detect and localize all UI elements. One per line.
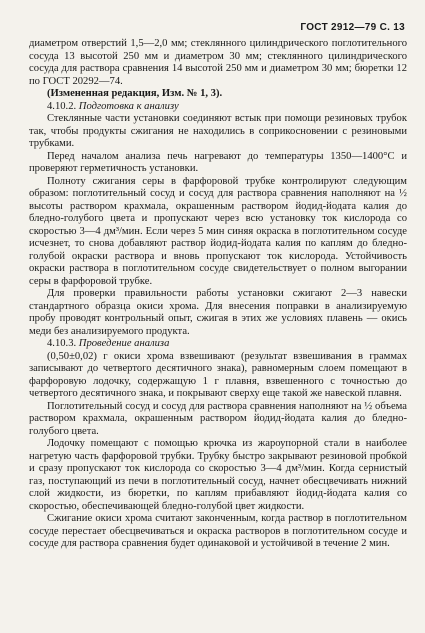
section-title: Проведение анализа: [78, 338, 170, 349]
document-body: [29, 38, 407, 551]
paragraph-weighing: (0,50±0,02) г окиси хрома взвешивают (результат взвешивания в граммах записывают до четвертого десятичного знака), равномерным слоем помещают в фарфоровую лодочку, содержащую 1 г плавня, взвешенного с точностью до четвертого десятичного знака, и покрывают сверху еще такой же навеской плавня.: [29, 350, 407, 399]
page-header: ГОСТ 2912—79 С. 13: [300, 22, 405, 33]
paragraph-accuracy-check: Для проверки правильности работы установки сжигают 2—3 навески стандартного образца окиси хрома. Для внесения поправки в анализируемую пробу проводят контрольный опыт, сжигая в этих же условиях плавень — окись меди без анализируемого продукта.: [29, 288, 407, 337]
paragraph-completion: Сжигание окиси хрома считают законченным, когда раствор в поглотительном сосуде перестает обесцвечиваться и окраска растворов в поглотительном сосуде и сосуде для раствора сравнения будет одинаковой и устойчивой в течение 2 мин.: [29, 513, 407, 549]
section-heading-preparation: [29, 101, 407, 114]
paragraph-glass-parts: Стеклянные части установки соединяют встык при помощи резиновых трубок так, чтобы продукты сжигания не находились в соприкосновении с резиновыми трубками.: [29, 113, 407, 149]
paragraph-boat-placement: Лодочку помещают с помощью крючка из жароупорной стали в наиболее нагретую часть фарфоровой трубки. Трубку быстро закрывают резиновой пробкой и сразу пропускают ток кислорода со скоростью 3—4 дм³/мин. Когда сернистый газ, поступающий из печи в поглотительный сосуд, начнет обесцвечивать нижний слой жидкости, из бюретки, по каплям прибавляют йодид-йодата калия со скоростью, обеспечивающей бледно-голубой цвет жидкости.: [29, 438, 407, 512]
amendment-note: (Измененная редакция, Изм. № 1, 3).: [47, 88, 223, 99]
section-heading-procedure: [29, 338, 407, 351]
paragraph-vessels-filling: Поглотительный сосуд и сосуд для раствора сравнения наполняют на ½ объема раствором крахмала, окрашенным раствором йодид-йодата калия до бледно-голубого цвета.: [29, 400, 407, 437]
paragraph-furnace-heating: Перед началом анализа печь нагревают до температуры 1350—1400°С и проверяют герметичность установки.: [29, 150, 407, 174]
section-number: 4.10.3.: [47, 338, 77, 349]
paragraph-apparatus-dimensions: диаметром отверстий 1,5—2,0 мм; стеклянного цилиндрического поглотительного сосуда 13 высотой 250 мм и диаметром 30 мм; стеклянного цилиндрического сосуда для раствора сравнения 14 высотой 250 мм и диаметром 30 мм; бюретки 12 по ГОСТ 20292—74.: [29, 38, 407, 87]
section-title: Подготовка к анализу: [78, 100, 179, 112]
section-number: 4.10.2.: [47, 100, 77, 112]
paragraph-combustion-check: Полноту сжигания серы в фарфоровой трубке контролируют следующим образом: поглотительный сосуд и сосуд для раствора сравнения наполняют на ½ высоты раствором крахмала, окрашенным раствором йодид-йодата калия до бледно-голубого цвета и пропускают через всю установку ток кислорода со скоростью 3—4 дм³/мин. Если через 5 мин синяя окраска в поглотительном сосуде исчезнет, то снова добавляют раствор йодид-йодата калия по каплям до бледно-голубой окраски раствора и вновь пропускают ток кислорода. Устойчивость окраски раствора в поглотительном сосуде свидетельствует о полном выгорании серы в фарфоровой трубке.: [29, 175, 407, 287]
